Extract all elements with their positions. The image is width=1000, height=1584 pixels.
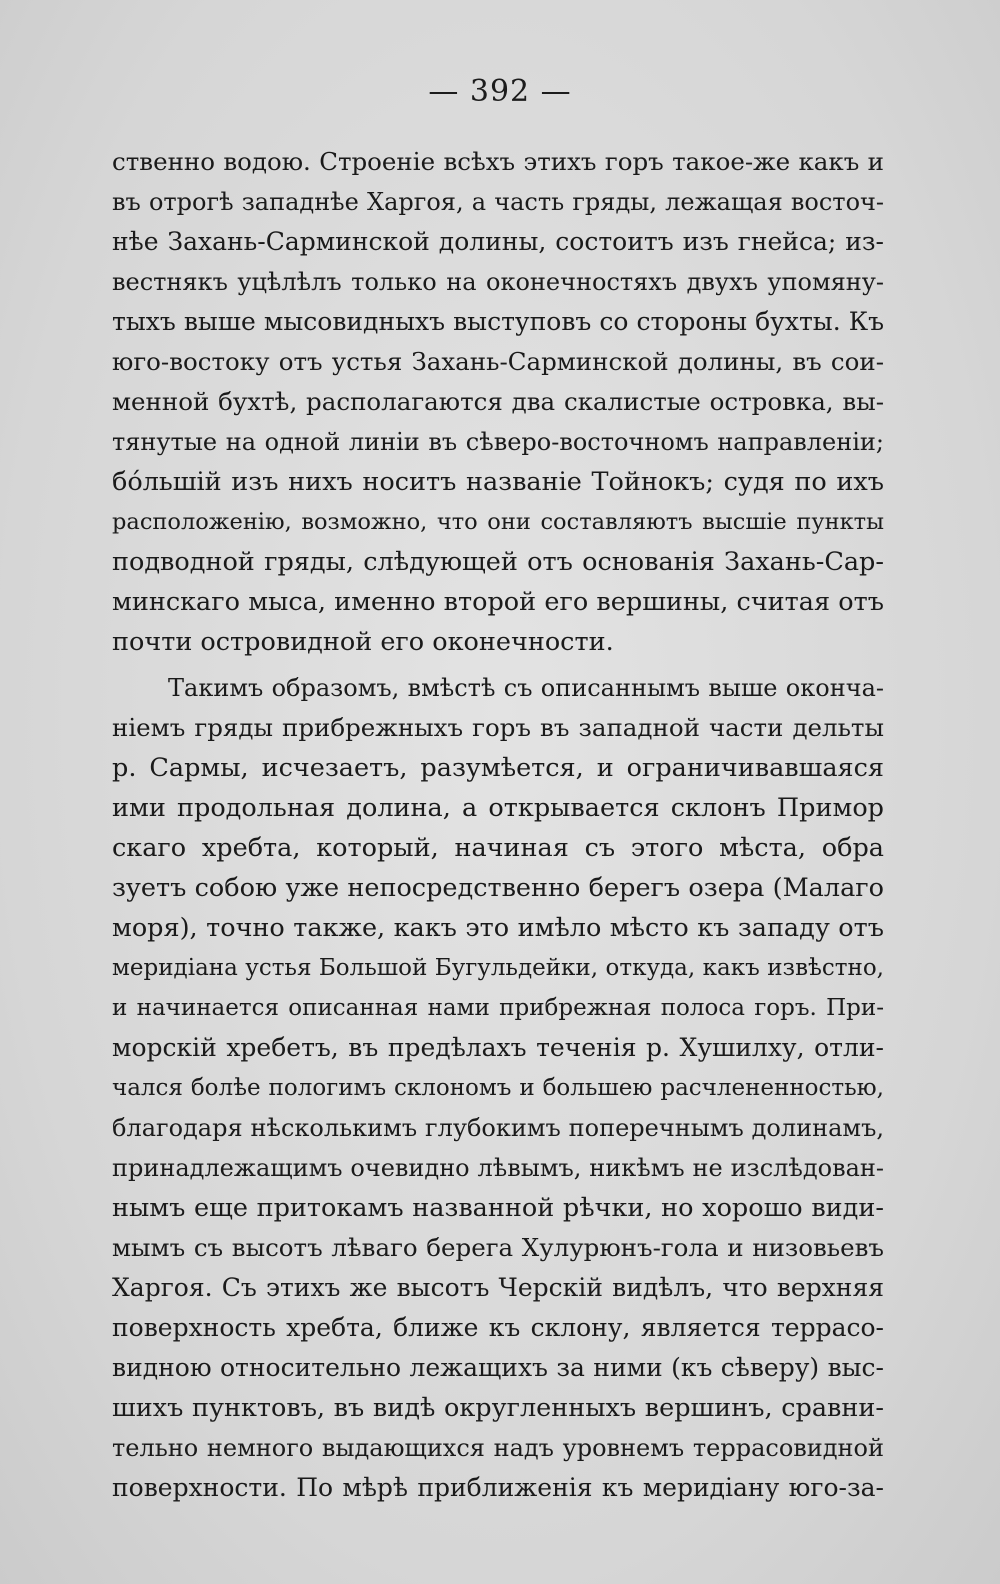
text-line: благодаря нѣсколькимъ глубокимъ поперечнымъ долинамъ,	[112, 1114, 884, 1142]
text-line: моря), точно также, какъ это имѣло мѣсто къ западу отъ	[112, 913, 884, 943]
text-line: подводной гряды, слѣдующей отъ основанія Захань-Сар-	[112, 547, 884, 577]
text-line: тельно немного выдающихся надъ уровнемъ террасовидной	[112, 1434, 884, 1462]
text-line: принадлежащимъ очевидно лѣвымъ, никѣмъ не изслѣдован-	[112, 1154, 884, 1182]
text-line: морскій хребетъ, въ предѣлахъ теченія р. Хушилху, отли-	[112, 1033, 884, 1062]
body-text	[112, 142, 884, 1508]
text-line: шихъ пунктовъ, въ видѣ округленныхъ вершинъ, сравни-	[112, 1393, 884, 1423]
text-line: вестнякъ уцѣлѣлъ только на оконечностяхъ двухъ упомяну-	[112, 268, 884, 296]
text-line: тянутые на одной линіи въ сѣверо-восточномъ направленіи;	[112, 428, 884, 456]
page-number: — 392 —	[428, 74, 572, 109]
text-line: видною относительно лежащихъ за ними (къ сѣверу) выс-	[112, 1353, 884, 1382]
text-line: и начинается описанная нами прибрежная полоса горъ. При-	[112, 995, 884, 1021]
text-line: нымъ еще притокамъ названной рѣчки, но хорошо види-	[112, 1193, 884, 1223]
text-line: бо́льшій изъ нихъ носитъ названіе Тойнокъ; судя по ихъ	[112, 467, 884, 497]
text-line: нѣе Захань-Сарминской долины, состоитъ изъ гнейса; из-	[112, 227, 884, 256]
paragraph-2	[112, 668, 884, 1508]
text-line: юго-востоку отъ устья Захань-Сарминской долины, въ сои-	[112, 347, 884, 376]
text-line: тыхъ выше мысовидныхъ выступовъ со стороны бухты. Къ	[112, 307, 884, 336]
paragraph-1	[112, 142, 884, 662]
text-line: Такимъ образомъ, вмѣстѣ съ описаннымъ выше оконча-	[168, 674, 884, 702]
text-line: ими продольная долина, а открывается склонъ Примор	[112, 793, 884, 823]
text-line: р. Сармы, исчезаетъ, разумѣется, и ограничивавшаяся	[112, 753, 884, 783]
text-line: минскаго мыса, именно второй его вершины, считая отъ	[112, 587, 884, 617]
text-line: Харгоя. Съ этихъ же высотъ Черскій видѣлъ, что верхняя	[112, 1273, 884, 1302]
text-line: чался болѣе пологимъ склономъ и большею расчлененностью,	[112, 1075, 884, 1101]
text-line: поверхность хребта, ближе къ склону, является террасо-	[112, 1313, 884, 1342]
text-line: меридіана устья Большой Бугульдейки, откуда, какъ извѣстно,	[112, 955, 884, 981]
text-line: скаго хребта, который, начиная съ этого мѣста, обра	[112, 833, 884, 863]
text-line: въ отрогѣ западнѣе Харгоя, а часть гряды, лежащая восточ-	[112, 188, 884, 216]
text-line: ственно водою. Строеніе всѣхъ этихъ горъ такое-же какъ и	[112, 147, 884, 176]
text-line: зуетъ собою уже непосредственно берегъ озера (Малаго	[112, 873, 884, 903]
text-line: поверхности. По мѣрѣ приближенія къ меридіану юго-за-	[112, 1473, 884, 1502]
text-line: почти островидной его оконечности.	[112, 627, 614, 657]
text-line: менной бухтѣ, располагаются два скалистые островка, вы-	[112, 387, 884, 416]
text-line: мымъ съ высотъ лѣваго берега Хулурюнъ-гола и низовьевъ	[112, 1233, 884, 1262]
text-line: ніемъ гряды прибрежныхъ горъ въ западной части дельты	[112, 713, 884, 742]
text-line: расположенію, возможно, что они составляютъ высшіе пункты	[112, 509, 884, 535]
